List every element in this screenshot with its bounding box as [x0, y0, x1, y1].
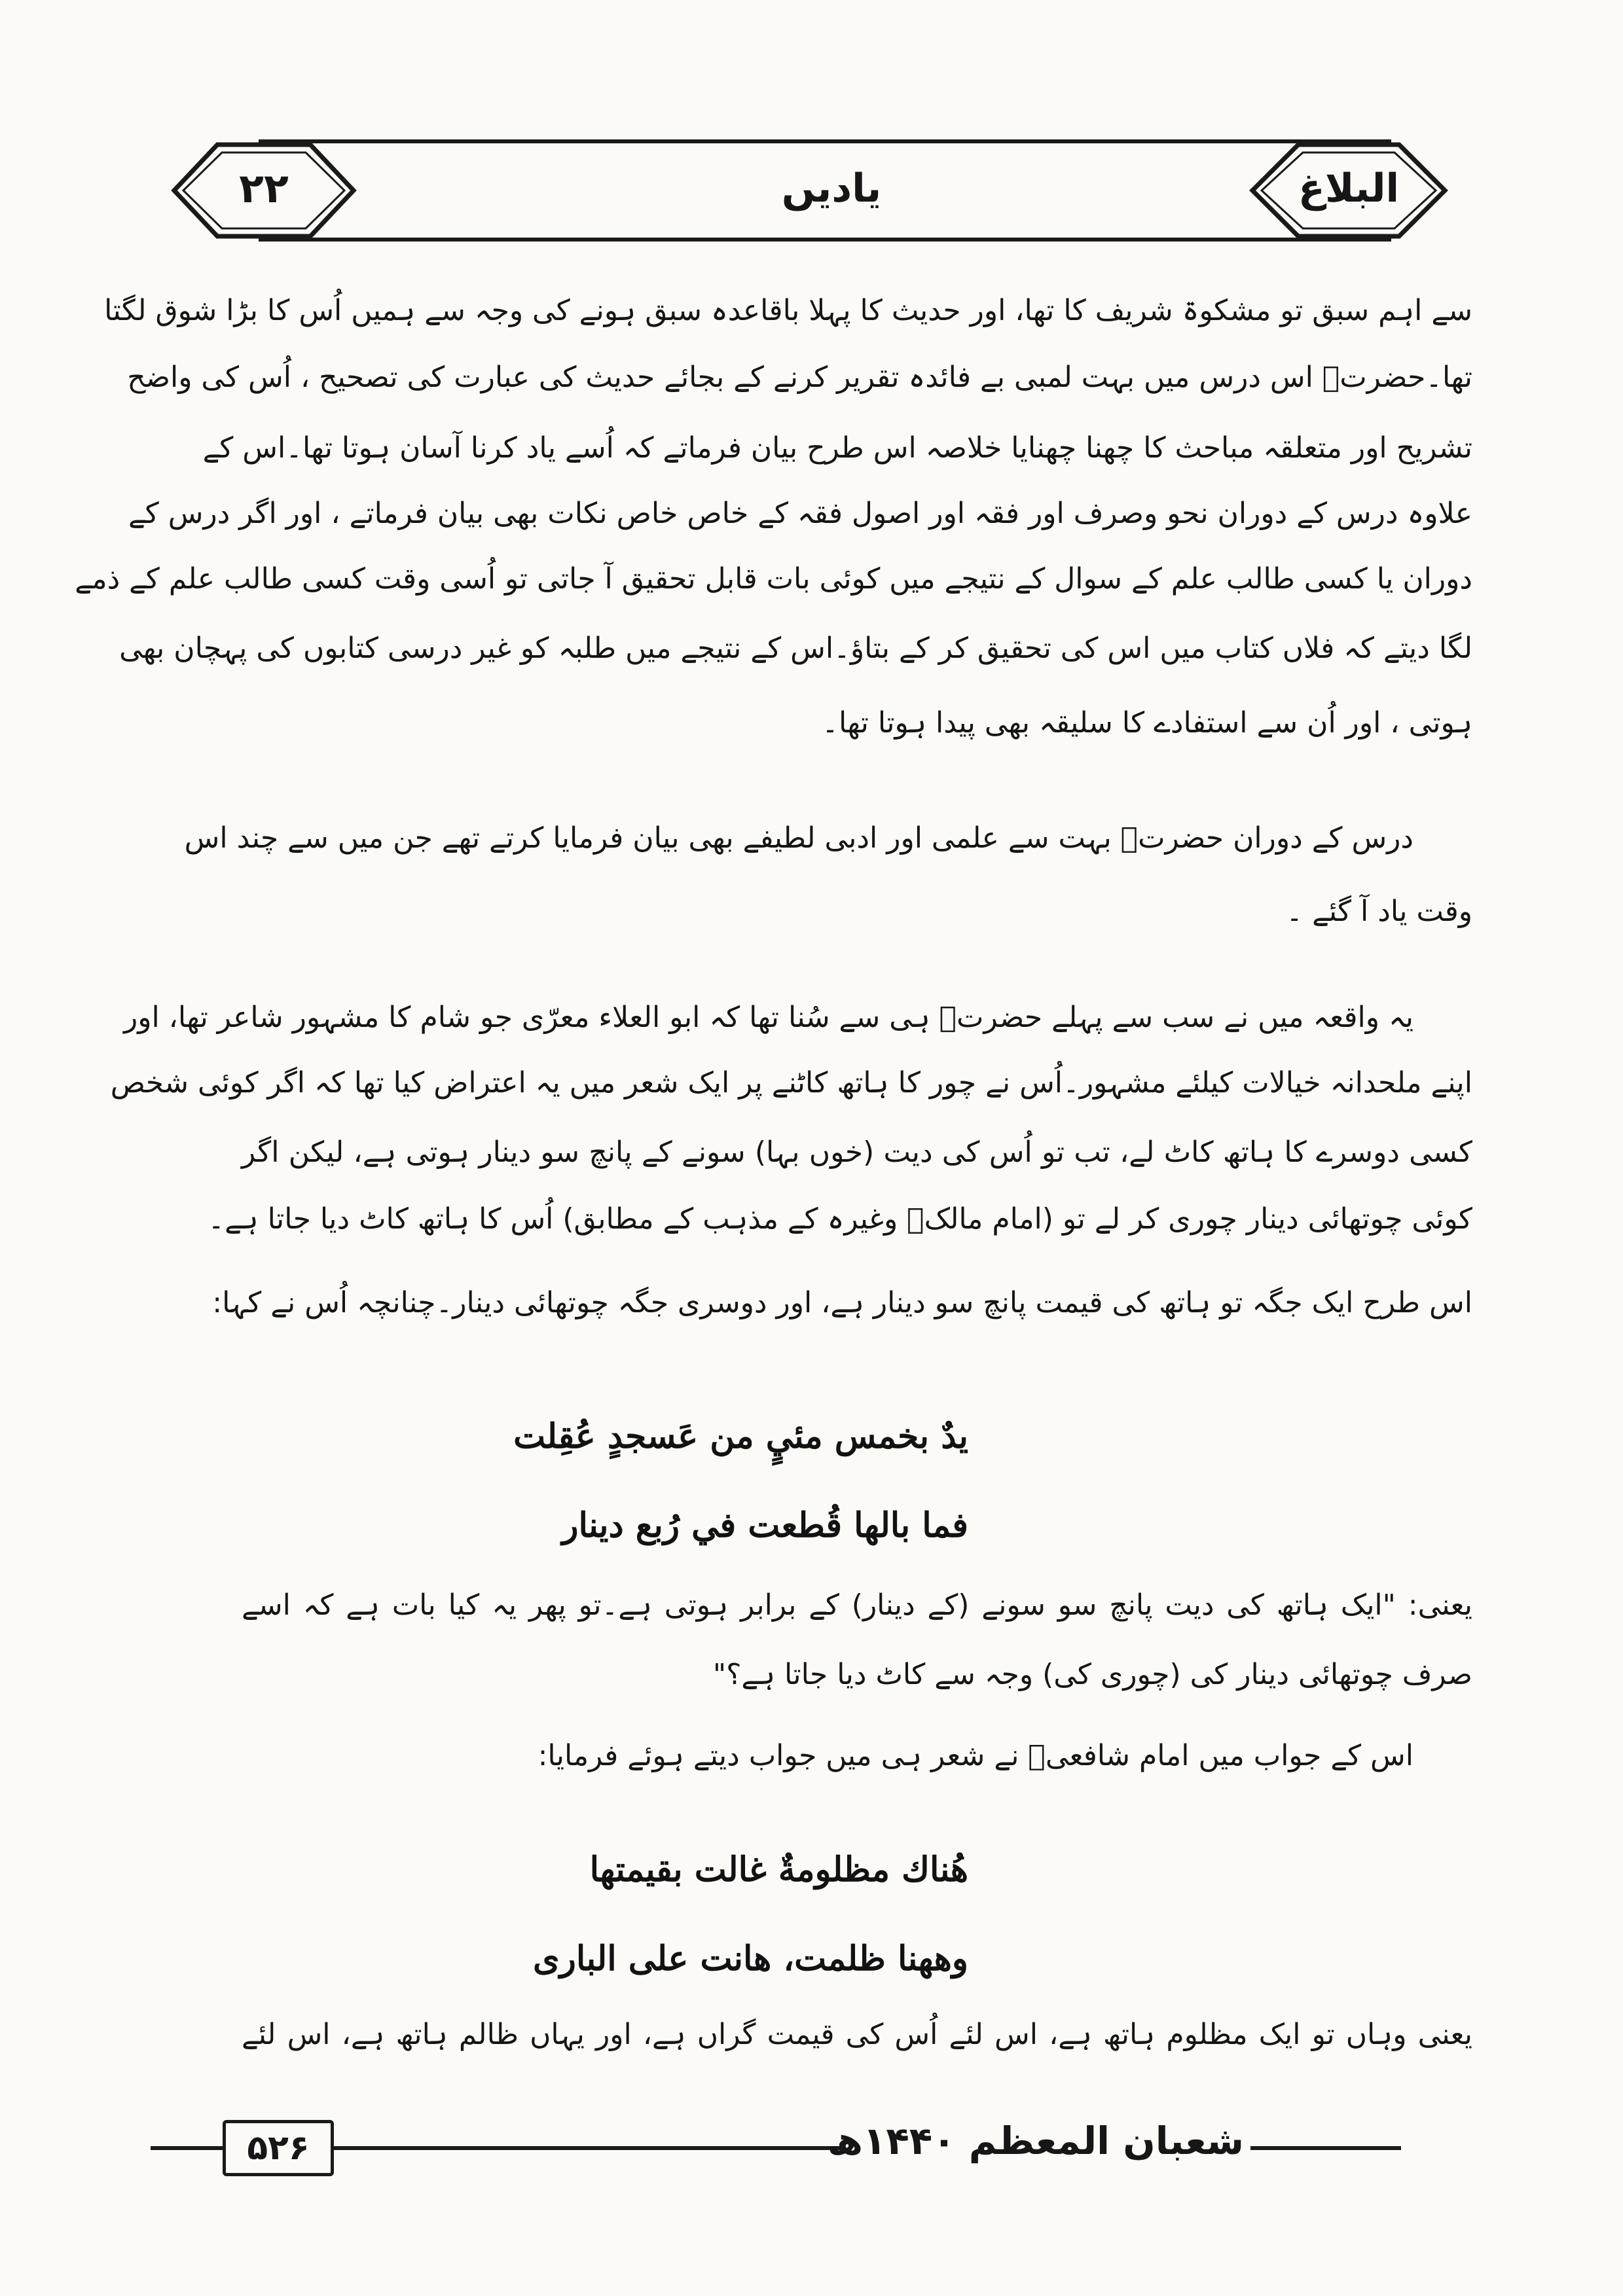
text-line: یعنی: "ایک ہاتھ کی دیت پانچ سو سونے (کے دینار) کے برابر ہوتی ہے۔تو پھر یہ کیا بات ہے کہ اسے — [242, 1588, 1472, 1622]
footer-rule-middle — [331, 2146, 841, 2150]
text-line: یہ واقعہ میں نے سب سے پہلے حضرتؒ ہی سے سُنا تھا کہ ابو العلاء معرّی جو شام کا مشہور شاعر تھا، اور — [123, 1001, 1413, 1034]
text-line: علاوہ درس کے دوران نحو وصرف اور فقہ اور اصول فقہ کے خاص خاص نکات بھی بیان فرماتے ، اور اگر درس کے — [128, 497, 1472, 530]
text-line: درس کے دوران حضرتؒ بہت سے علمی اور ادبی لطیفے بھی بیان فرمایا کرتے تھے جن میں سے چند اس — [184, 821, 1413, 855]
text-line: اس طرح ایک جگہ تو ہاتھ کی قیمت پانچ سو دینار ہے، اور دوسری جگہ چوتھائی دینار۔چنانچہ اُس نے کہا: — [212, 1286, 1472, 1319]
footer-rule-right — [1250, 2146, 1401, 2150]
journal-logo: البلاغ — [1298, 166, 1400, 211]
text-line: دوران یا کسی طالب علم کے سوال کے نتیجے میں کوئی بات قابل تحقیق آ جاتی تو اُسی وقت کسی طالب علم کے ذمے — [75, 562, 1472, 596]
arabic-verse: فما بالها قُطعت في رُبع دينار — [562, 1505, 968, 1545]
text-line: کسی دوسرے کا ہاتھ کاٹ لے، تب تو اُس کی دیت (خوں بہا) سونے کے پانچ سو دینار ہوتی ہے، لیکن اگر — [242, 1136, 1472, 1169]
text-line: سے اہم سبق تو مشکوۃ شریف کا تھا، اور حدیث کا پہلا باقاعدہ سبق ہونے کی وجہ سے ہمیں اُس کا بڑا شوق لگتا — [104, 294, 1472, 327]
text-line: ہوتی ، اور اُن سے استفادے کا سلیقہ بھی پیدا ہوتا تھا۔ — [822, 706, 1472, 740]
text-line: لگا دیتے کہ فلاں کتاب میں اس کی تحقیق کر کے بتاؤ۔اس کے نتیجے میں طلبہ کو غیر درسی کتابوں کی پہچان بھی — [119, 632, 1472, 665]
text-line: یعنی وہاں تو ایک مظلوم ہاتھ ہے، اس لئے اُس کی قیمت گراں ہے، اور یہاں ظالم ہاتھ ہے، اس لئے — [242, 2018, 1472, 2051]
arabic-verse: يدٌ بخمس مئيٍ من عَسجدٍ عُقِلت — [513, 1416, 968, 1456]
text-line: تھا۔حضرتؒ اس درس میں بہت لمبی بے فائدہ تقریر کرنے کے بجائے حدیث کی عبارت کی تصحیح ، اُس کی واضح — [127, 361, 1472, 394]
header-page-number: ۲۲ — [239, 164, 289, 212]
footer-rule-left — [151, 2146, 223, 2150]
footer-page-number: ۵۲۶ — [223, 2120, 334, 2176]
arabic-verse: وههنا ظلمت، هانت على البارى — [533, 1939, 968, 1979]
arabic-verse: هُناك مظلومةٌ غالت بقيمتها — [589, 1850, 968, 1890]
section-title: یادیں — [781, 166, 882, 211]
text-line: صرف چوتھائی دینار کی (چوری کی) وجہ سے کاٹ دیا جاتا ہے؟" — [712, 1658, 1472, 1691]
header-rule-bottom — [259, 238, 1391, 242]
text-line: کوئی چوتھائی دینار چوری کر لے تو (امام مالکؒ وغیرہ کے مذہب کے مطابق) اُس کا ہاتھ کاٹ دیا جاتا ہے۔ — [208, 1202, 1472, 1236]
text-line: تشریح اور متعلقہ مباحث کا چھنا چھنایا خلاصہ اس طرح بیان فرماتے کہ اُسے یاد کرنا آسان ہوتا تھا۔اس کے — [202, 431, 1472, 465]
footer-issue: شعبان المعظم ۱۴۴۰ھ — [827, 2119, 1244, 2163]
text-line: وقت یاد آ گئے ۔ — [1286, 895, 1472, 928]
text-line: اس کے جواب میں امام شافعیؒ نے شعر ہی میں جواب دیتے ہوئے فرمایا: — [538, 1739, 1413, 1772]
header-rule-top — [259, 139, 1391, 143]
text-line: اپنے ملحدانہ خیالات کیلئے مشہور۔اُس نے چور کا ہاتھ کاٹنے پر ایک شعر میں یہ اعتراض کیا تھا کہ اگر کوئی شخص — [110, 1066, 1472, 1100]
